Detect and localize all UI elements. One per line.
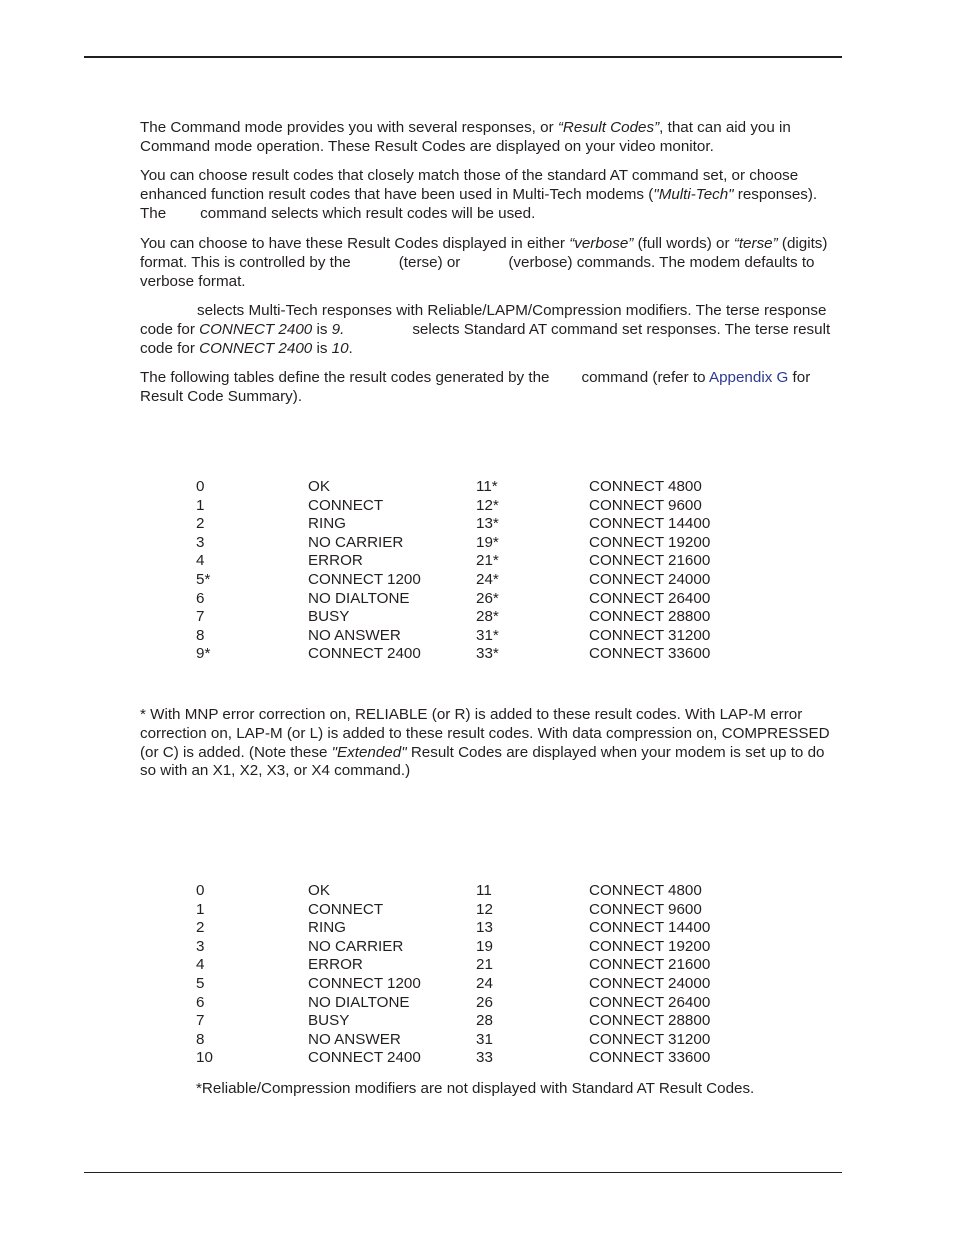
verbose-code: ERROR (308, 552, 363, 570)
verbose-code: CONNECT 33600 (589, 645, 711, 663)
terse-code: 19* (476, 533, 499, 551)
terse-code: 2 (196, 515, 205, 533)
terse-code: 19 (476, 937, 493, 955)
verbose-code: CONNECT 9600 (589, 900, 702, 918)
terse-code: 24* (476, 570, 499, 588)
terse-code: 9* (196, 645, 211, 663)
terse-code: 7 (196, 1012, 205, 1030)
intro-paragraph-4: selects Multi-Tech responses with Reliable/LAPM/Compression modifiers. The terse response code for CONNECT 2400 is 9. selects Standard AT command set responses. The terse result code for CONNECT 2400 is 10. (140, 302, 831, 357)
terse-code: 31* (476, 626, 499, 644)
terse-code: 13 (476, 919, 493, 937)
terse-code: 1 (196, 496, 205, 514)
verbose-code: CONNECT 33600 (589, 1049, 711, 1067)
terse-code: 5 (196, 974, 205, 992)
terse-code: 21 (476, 956, 493, 974)
verbose-code: CONNECT 21600 (589, 956, 711, 974)
terse-code: 0 (196, 478, 205, 495)
terse-code: 4 (196, 552, 205, 570)
terse-code: 8 (196, 1030, 205, 1048)
verbose-code: CONNECT 24000 (589, 974, 711, 992)
verbose-code: CONNECT 14400 (589, 919, 711, 937)
standard-codes-note: *Reliable/Compression modifiers are not displayed with Standard AT Result Codes. (196, 1080, 755, 1097)
terse-code: 31 (476, 1030, 493, 1048)
verbose-code: CONNECT 14400 (589, 515, 711, 533)
terse-code: 12 (476, 900, 493, 918)
terse-code: 3 (196, 937, 205, 955)
appendix-g-link[interactable]: Appendix G (708, 369, 789, 386)
verbose-code: CONNECT 4800 (589, 478, 702, 495)
intro-paragraph-5: The following tables define the result codes generated by the command (refer to Appendix G for Result Code Summary). (140, 369, 811, 405)
verbose-code: CONNECT 26400 (589, 589, 711, 607)
verbose-code: CONNECT 1200 (308, 570, 421, 588)
terse-code: 1 (196, 900, 205, 918)
verbose-code: CONNECT 28800 (589, 1012, 711, 1030)
verbose-code: BUSY (308, 1012, 350, 1030)
verbose-code: CONNECT 2400 (308, 645, 421, 663)
terse-code: 26* (476, 589, 499, 607)
terse-code: 33 (476, 1049, 493, 1067)
verbose-code: CONNECT 19200 (589, 533, 711, 551)
verbose-code: CONNECT 31200 (589, 626, 711, 644)
verbose-code: CONNECT 21600 (589, 552, 711, 570)
terse-code: 28 (476, 1012, 493, 1030)
verbose-code: NO CARRIER (308, 937, 404, 955)
verbose-code: NO CARRIER (308, 533, 404, 551)
verbose-code: CONNECT 4800 (589, 882, 702, 899)
verbose-code: CONNECT (308, 496, 384, 514)
verbose-code: OK (308, 478, 330, 495)
terse-code: 11 (476, 882, 492, 899)
verbose-code: RING (308, 919, 346, 937)
intro-paragraph-1: The Command mode provides you with several responses, or “Result Codes”, that can aid you in Command mode operation. These Result Codes are displayed on your video monitor. (140, 119, 791, 155)
verbose-code: RING (308, 515, 346, 533)
verbose-code: BUSY (308, 608, 350, 626)
header-rule (84, 56, 842, 58)
terse-code: 2 (196, 919, 205, 937)
terse-code: 8 (196, 626, 205, 644)
verbose-code: CONNECT 2400 (308, 1049, 421, 1067)
terse-code: 21* (476, 552, 499, 570)
terse-code: 6 (196, 993, 205, 1011)
terse-code: 28* (476, 608, 499, 626)
terse-code: 13* (476, 515, 499, 533)
terse-code: 33* (476, 645, 499, 663)
verbose-code: CONNECT (308, 900, 384, 918)
verbose-code: ERROR (308, 956, 363, 974)
terse-code: 7 (196, 608, 205, 626)
terse-code: 3 (196, 533, 205, 551)
verbose-code: CONNECT 9600 (589, 496, 702, 514)
terse-code: 6 (196, 589, 205, 607)
terse-code: 11* (476, 478, 498, 495)
terse-code: 26 (476, 993, 493, 1011)
verbose-code: CONNECT 26400 (589, 993, 711, 1011)
verbose-code: CONNECT 28800 (589, 608, 711, 626)
intro-paragraph-3: You can choose to have these Result Codes displayed in either “verbose” (full words) or “terse” (digits) format. This is controlled by the (terse) or (verbose) commands. The modem defaults to verbose format. (140, 235, 828, 290)
verbose-code: NO DIALTONE (308, 589, 410, 607)
verbose-code: CONNECT 19200 (589, 937, 711, 955)
terse-code: 24 (476, 974, 493, 992)
terse-code: 0 (196, 882, 205, 899)
terse-code: 12* (476, 496, 499, 514)
verbose-code: OK (308, 882, 330, 899)
terse-code: 10 (196, 1049, 213, 1067)
terse-code: 4 (196, 956, 205, 974)
extended-codes-note: * With MNP error correction on, RELIABLE (or R) is added to these result codes. With LAP-M error correction on, LAP-M (or L) is added to these result codes. With data compression on, COMPRESSED (or C) is added. (Note these "Extended" Result Codes are displayed when your modem is set up to do so with an X1, X2, X3, or X4 command.) (140, 706, 830, 780)
verbose-code: NO ANSWER (308, 626, 401, 644)
terse-code: 5* (196, 570, 211, 588)
verbose-code: NO ANSWER (308, 1030, 401, 1048)
verbose-code: CONNECT 1200 (308, 974, 421, 992)
intro-paragraph-2: You can choose result codes that closely match those of the standard AT command set, or choose enhanced function result codes that have been used in Multi-Tech modems ("Multi-Tech" responses). The command selects which result codes will be used. (140, 167, 818, 222)
verbose-code: CONNECT 24000 (589, 570, 711, 588)
footer-rule (84, 1172, 842, 1173)
verbose-code: CONNECT 31200 (589, 1030, 711, 1048)
verbose-code: NO DIALTONE (308, 993, 410, 1011)
